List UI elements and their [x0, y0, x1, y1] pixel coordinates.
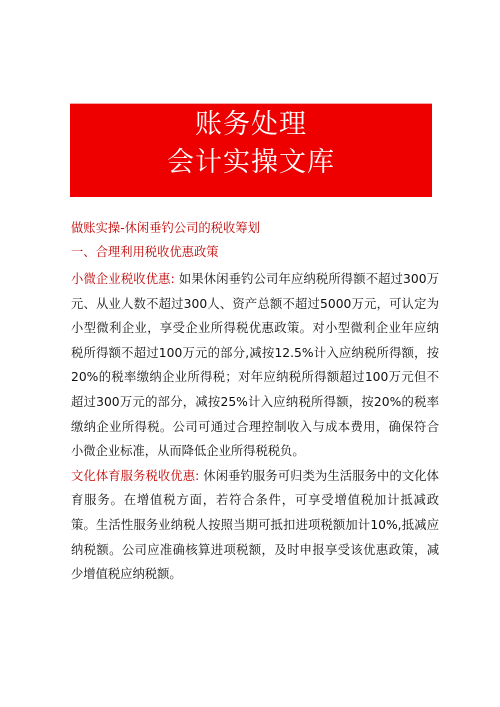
paragraph-culture-sports	[71, 464, 439, 587]
paragraph-lead: 文化体育服务税收优惠:	[71, 468, 200, 483]
banner-subtitle: 会计实操文库	[167, 147, 335, 178]
paragraph-lead: 小微企业税收优惠:	[71, 272, 175, 286]
document-title: 做账实操-休闲垂钓公司的税收筹划	[71, 221, 260, 235]
banner-title: 账务处理	[195, 109, 307, 140]
header-banner	[70, 103, 432, 197]
paragraph-small-enterprise	[71, 267, 439, 464]
document-body	[71, 219, 439, 587]
paragraph-body: 如果休闲垂钓公司年应纳税所得额不超过300万元、从业人数不超过300人、资产总额不超过5000万元，可认定为小型微利企业，享受企业所得税优惠政策。对小型微利企业年应纳税所得额不超过100万元的部分,减按12.5%计入应纳税所得额，按20%的税率缴纳企业所得税；对年应纳税所得额超过100万元但不超过300万元的部分，减按25%计入应纳税所得额，按20%的税率缴纳企业所得税。公司可通过合理控制收入与成本费用，确保符合小微企业标准，从而降低企业所得税税负。	[71, 272, 439, 459]
section-heading: 一、合理利用税收优惠政策	[71, 245, 219, 259]
paragraph-body: 休闲垂钓服务可归类为生活服务中的文化体育服务。在增值税方面，若符合条件，可享受增值税加计抵减政策。生活性服务业纳税人按照当期可抵扣进项税额加计10%,抵减应纳税额。公司应准确核算进项税额，及时申报享受该优惠政策，减少增值税应纳税额。	[71, 468, 439, 582]
